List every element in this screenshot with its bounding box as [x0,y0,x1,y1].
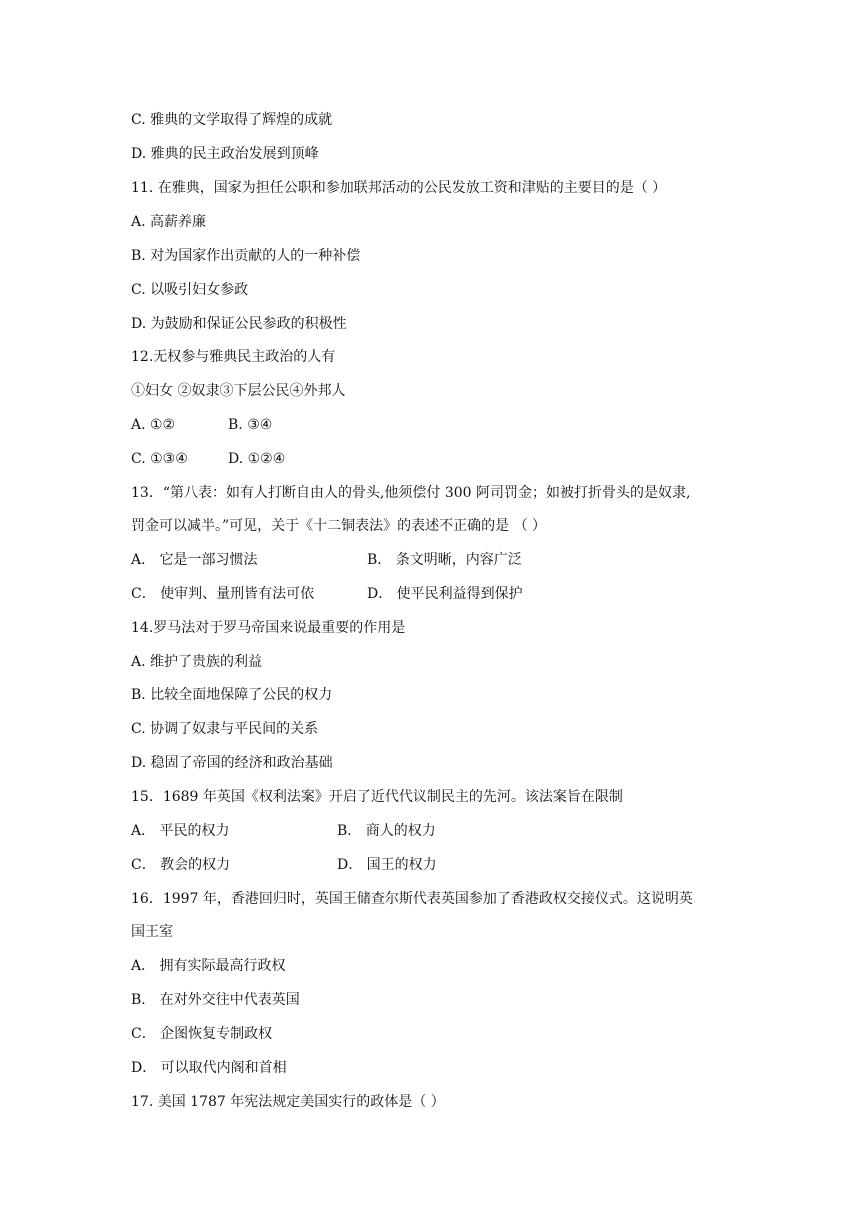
q15-option-d: D． 国王的权力 [337,857,437,873]
q15-option-c: C． 教会的权力 [131,857,231,873]
q17-stem: 17. 美国 1787 年宪法规定美国实行的政体是（ ） [131,1094,445,1110]
q12-option-c: C. ①③④ [131,451,188,467]
q13-option-d: D． 使平民利益得到保护 [367,586,523,602]
q13-stem-line2: 罚金可以减半。”可见，关于《十二铜表法》的表述不正确的是 （ ） [131,518,547,534]
q15-option-a: A． 平民的权力 [131,823,230,839]
q15-option-b: B． 商人的权力 [337,823,436,839]
q16-stem-line2: 国王室 [131,924,173,940]
q12-option-d: D. ①②④ [228,451,286,467]
q14-option-b: B. 比较全面地保障了公民的权力 [131,687,333,703]
q16-option-d: D． 可以取代内阁和首相 [131,1060,287,1076]
q12-option-a: A. ①② [131,417,176,433]
q16-stem-line1: 16．1997 年，香港回归时，英国王储查尔斯代表英国参加了香港政权交接仪式。这说明英 [131,891,693,907]
q13-option-b: B． 条文明晰，内容广泛 [367,552,522,568]
q11-option-c: C. 以吸引妇女参政 [131,282,249,298]
q10-option-d: D. 雅典的民主政治发展到顶峰 [131,146,319,162]
q11-option-a: A. 高薪养廉 [131,214,207,230]
q11-option-d: D. 为鼓励和保证公民参政的积极性 [131,316,347,332]
q16-option-b: B． 在对外交往中代表英国 [131,992,300,1008]
q12-stem: 12.无权参与雅典民主政治的人有 [131,349,336,365]
q15-stem: 15．1689 年英国《权利法案》开启了近代代议制民主的先河。该法案旨在限制 [131,789,623,805]
q13-option-a: A． 它是一部习惯法 [131,552,258,568]
q13-option-c: C． 使审判、量刑皆有法可依 [131,586,315,602]
q13-stem-line1: 13．“第八表：如有人打断自由人的骨头,他须偿付 300 阿司罚金；如被打折骨头的是奴隶, [131,485,691,501]
q12-option-b: B. ③④ [228,417,273,433]
q16-option-c: C． 企图恢复专制政权 [131,1026,273,1042]
q11-option-b: B. 对为国家作出贡献的人的一种补偿 [131,248,361,264]
q14-option-d: D. 稳固了帝国的经济和政治基础 [131,755,333,771]
q16-option-a: A． 拥有实际最高行政权 [131,958,286,974]
q10-option-c: C. 雅典的文学取得了辉煌的成就 [131,112,333,128]
q14-option-a: A. 维护了贵族的利益 [131,654,263,670]
q12-items: ①妇女 ②奴隶③下层公民④外邦人 [131,383,346,399]
q14-stem: 14.罗马法对于罗马帝国来说最重要的作用是 [131,620,406,636]
q11-stem: 11. 在雅典，国家为担任公职和参加联邦活动的公民发放工资和津贴的主要目的是（ ） [131,180,667,196]
q14-option-c: C. 协调了奴隶与平民间的关系 [131,721,319,737]
